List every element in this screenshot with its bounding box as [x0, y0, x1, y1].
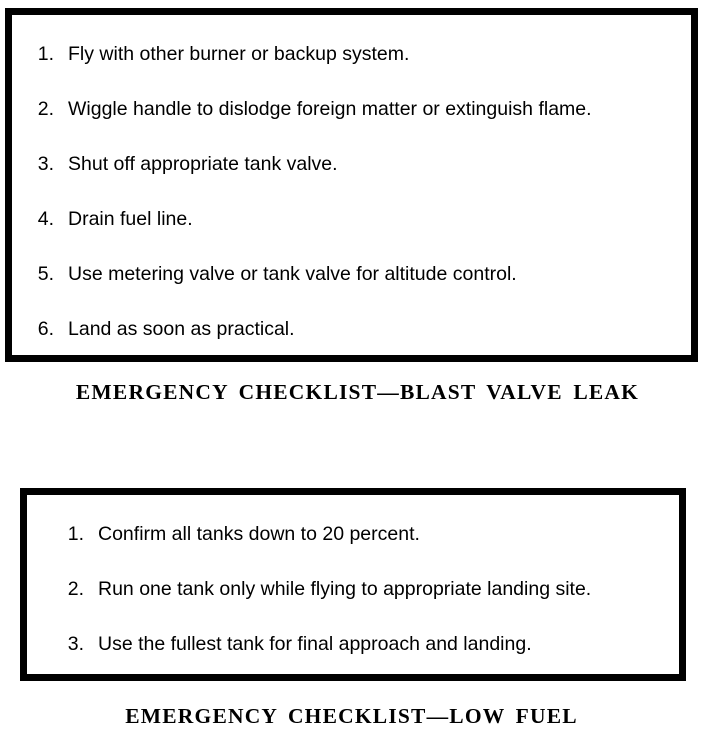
- step-number: 1.: [37, 43, 54, 65]
- step-number: 3.: [67, 633, 84, 655]
- step-number: 6.: [37, 318, 54, 340]
- step-text: Confirm all tanks down to 20 percent.: [98, 523, 420, 545]
- blast-valve-leak-caption: EMERGENCY CHECKLIST—BLAST VALVE LEAK: [75, 380, 640, 404]
- step-number: 4.: [37, 208, 54, 230]
- low-fuel-checklist-box: [20, 488, 686, 681]
- low-fuel-caption: EMERGENCY CHECKLIST—LOW FUEL: [125, 704, 578, 728]
- step-text: Use the fullest tank for final approach and landing.: [98, 633, 532, 655]
- step-number: 5.: [37, 263, 54, 285]
- step-text: Run one tank only while flying to appropriate landing site.: [98, 578, 592, 600]
- step-text: Fly with other burner or backup system.: [68, 43, 410, 65]
- step-text: Land as soon as practical.: [68, 318, 295, 340]
- step-number: 2.: [37, 98, 54, 120]
- blast-valve-leak-checklist-box: [5, 8, 698, 362]
- step-number: 2.: [67, 578, 84, 600]
- step-number: 1.: [67, 523, 84, 545]
- step-text: Drain fuel line.: [68, 208, 193, 230]
- step-number: 3.: [37, 153, 54, 175]
- step-text: Use metering valve or tank valve for altitude control.: [68, 263, 517, 285]
- step-text: Shut off appropriate tank valve.: [68, 153, 338, 175]
- step-text: Wiggle handle to dislodge foreign matter or extinguish flame.: [68, 98, 592, 120]
